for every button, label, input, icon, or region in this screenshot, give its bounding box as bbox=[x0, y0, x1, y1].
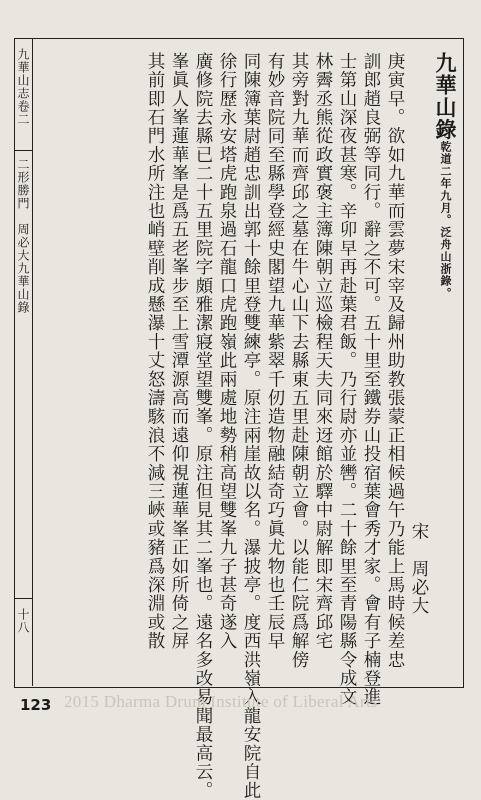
text-column-4: 林霽丞熊從政實褒主簿陳朝立巡檢程天夫同來迓館於驛中尉解即宋齊邱宅 bbox=[313, 52, 333, 651]
margin-gutter bbox=[14, 38, 33, 686]
gutter-divider-top bbox=[14, 150, 32, 151]
author-line: 宋 周必大 bbox=[409, 522, 429, 616]
text-column-1: 庚寅早。欲如九華而雲夢宋宰及歸州助教張蒙正相候過午乃能上馬時候差忠 bbox=[385, 52, 405, 670]
essay-title bbox=[432, 52, 456, 680]
gutter-chapter-label: 二形勝門 周必大九華山錄 bbox=[16, 158, 30, 314]
text-column-2: 訓郎趙良弼等同行。辭之不可。五十里至鐵券山投宿葉會秀才家。會有子楠登進 bbox=[361, 52, 381, 707]
text-column-3: 士第山深夜甚寒。辛卯早再赴葉君飯。乃行尉亦並轡。二十餘里至青陽縣令成文 bbox=[337, 52, 357, 707]
gutter-folio-label: 十八 bbox=[16, 608, 30, 634]
watermark-text: 2015 Dharma Drum Institute of Liberal Arts bbox=[64, 692, 378, 711]
text-column-8: 徐行歷永安塔虎跑泉過石龍口虎跑嶺此兩處地勢稍高望雙峯九子甚奇遂入 bbox=[217, 52, 237, 651]
gutter-volume-label: 九華山志卷二 bbox=[16, 48, 30, 126]
title-text: 九華山錄 bbox=[433, 52, 458, 141]
text-column-6: 有妙音院同至縣學登經史閣望九華紫翠千仞造物融結奇巧眞尤物也壬辰早 bbox=[265, 52, 285, 651]
text-column-11: 其前即石門水所注也峭壁削成懸瀑十丈怒濤駭浪不減三峽或豬爲深淵或散 bbox=[145, 52, 165, 651]
text-column-10: 峯眞人峯蓮華峯是爲五老峯步至上雪潭源高而遠仰視蓮華峯正如所倚之屏 bbox=[169, 52, 189, 651]
text-column-5: 其旁對九華而齊邱之墓在牛心山下去縣東五里赴陳朝立會。以能仁院爲解傍 bbox=[289, 52, 309, 670]
text-column-9: 廣修院去縣已二十五里院字頗雅潔寢堂望雙峯。原注但見其二峯也。遠名多改易聞最高云。 bbox=[193, 52, 213, 800]
text-column-7: 同陳簿葉尉趙忠訓出郭十餘里登雙練亭。原注兩崖故以名。瀑披亭。度西洪嶺入龍安院自此 bbox=[241, 52, 261, 800]
gutter-divider-bottom bbox=[14, 598, 32, 599]
title-annotation: 乾道二年九月。泛舟山浙錄。 bbox=[439, 140, 452, 300]
page-number: 123 bbox=[20, 696, 52, 714]
